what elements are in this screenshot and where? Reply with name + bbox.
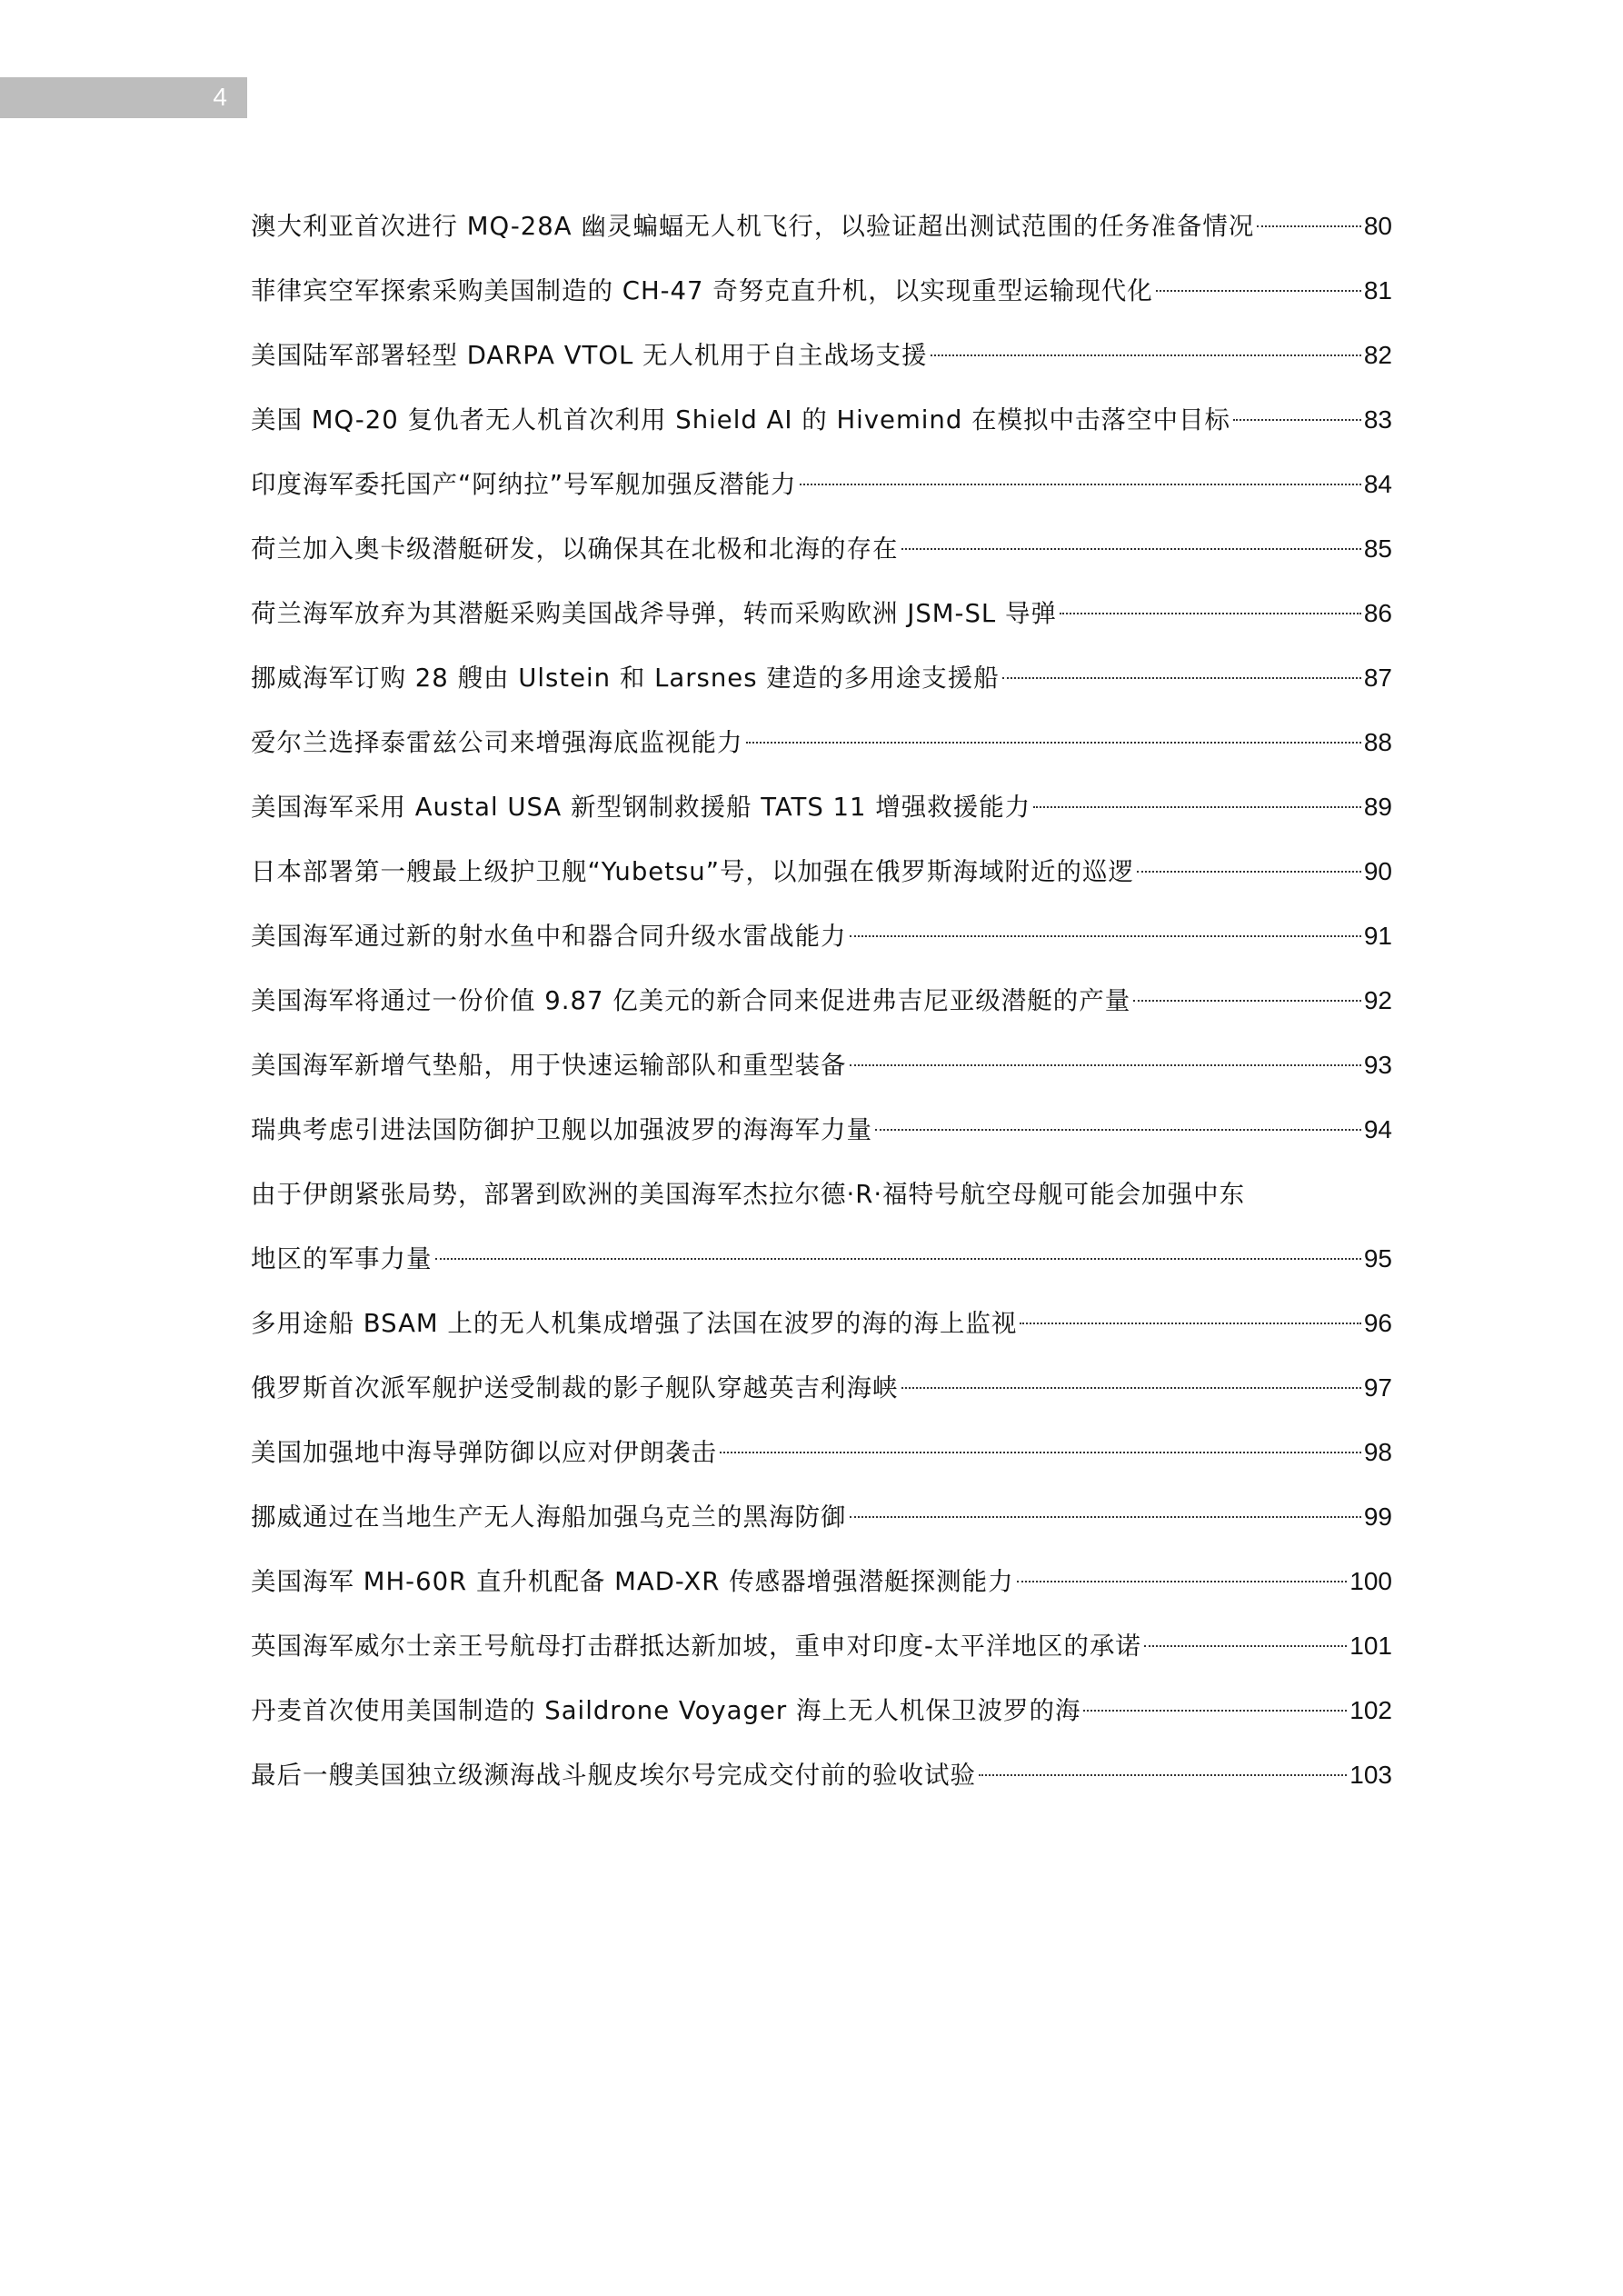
- toc-entry-page: 100: [1349, 1567, 1392, 1595]
- page-number: 4: [213, 83, 227, 111]
- toc-entry-page: 101: [1349, 1632, 1392, 1660]
- toc-entry[interactable]: [251, 333, 1392, 397]
- toc-entry-title-line2: 地区的军事力量: [251, 1244, 433, 1273]
- toc-entry-title: 美国加强地中海导弹防御以应对伊朗袭击: [251, 1438, 717, 1467]
- toc-entry-title: 印度海军委托国产“阿纳拉”号军舰加强反潜能力: [251, 470, 797, 499]
- dot-leader: [1020, 1323, 1360, 1324]
- toc-entry-title: 最后一艘美国独立级濒海战斗舰皮埃尔号完成交付前的验收试验: [251, 1761, 976, 1790]
- toc-entry[interactable]: [251, 655, 1392, 720]
- toc-entry-title: 澳大利亚首次进行 MQ-28A 幽灵蝙蝠无人机飞行，以验证超出测试范围的任务准备情况: [251, 212, 1255, 241]
- toc-entry[interactable]: [251, 978, 1392, 1043]
- toc-entry[interactable]: [251, 784, 1392, 849]
- toc-entry[interactable]: [251, 591, 1392, 655]
- toc-entry-page: 103: [1349, 1761, 1392, 1789]
- toc-entry-title: 菲律宾空军探索采购美国制造的 CH-47 奇努克直升机，以实现重型运输现代化: [251, 276, 1153, 305]
- toc-entry-title: 美国海军采用 Austal USA 新型钢制救援船 TATS 11 增强救援能力: [251, 793, 1031, 822]
- toc-entry-page: 98: [1363, 1438, 1392, 1466]
- toc-entry[interactable]: [251, 1172, 1392, 1301]
- toc-entry-title: 爱尔兰选择泰雷兹公司来增强海底监视能力: [251, 728, 743, 757]
- toc-entry[interactable]: [251, 268, 1392, 333]
- dot-leader: [1033, 806, 1361, 808]
- toc-entry[interactable]: [251, 1430, 1392, 1494]
- toc-entry-page: 94: [1363, 1115, 1392, 1143]
- toc-entry-title: 挪威海军订购 28 艘由 Ulstein 和 Larsnes 建造的多用途支援船: [251, 664, 1000, 693]
- toc-entry[interactable]: [251, 1494, 1392, 1559]
- toc-entry[interactable]: [251, 1752, 1392, 1817]
- toc-entry-page: 86: [1363, 599, 1392, 627]
- toc-entry-title: 美国海军将通过一份价值 9.87 亿美元的新合同来促进弗吉尼亚级潜艇的产量: [251, 986, 1131, 1015]
- toc-entry-title-line1: 由于伊朗紧张局势，部署到欧洲的美国海军杰拉尔德·R·福特号航空母舰可能会加强中东: [251, 1180, 1246, 1209]
- dot-leader: [931, 354, 1361, 356]
- dot-leader: [746, 742, 1361, 744]
- dot-leader: [1002, 677, 1361, 679]
- toc-entry[interactable]: [251, 913, 1392, 978]
- dot-leader: [850, 1064, 1361, 1066]
- toc-entry-title: 丹麦首次使用美国制造的 Saildrone Voyager 海上无人机保卫波罗的海: [251, 1696, 1081, 1725]
- toc-entry[interactable]: [251, 1107, 1392, 1172]
- toc-entry-page: 91: [1363, 922, 1392, 950]
- dot-leader: [850, 935, 1361, 937]
- dot-leader: [979, 1774, 1347, 1776]
- dot-leader: [720, 1452, 1361, 1453]
- toc-entry[interactable]: [251, 526, 1392, 591]
- toc-entry[interactable]: [251, 1365, 1392, 1430]
- dot-leader: [1083, 1710, 1347, 1712]
- toc-entry-page: 95: [1363, 1244, 1392, 1273]
- toc-entry[interactable]: [251, 397, 1392, 462]
- dot-leader: [1060, 613, 1361, 614]
- toc-entry-page: 80: [1363, 212, 1392, 240]
- toc-entry-title: 英国海军威尔士亲王号航母打击群抵达新加坡，重申对印度-太平洋地区的承诺: [251, 1632, 1141, 1661]
- toc-entry-page: 81: [1363, 276, 1392, 304]
- toc-entry-title: 瑞典考虑引进法国防御护卫舰以加强波罗的海海军力量: [251, 1115, 872, 1144]
- dot-leader: [901, 1387, 1361, 1389]
- toc-entry[interactable]: [251, 462, 1392, 526]
- toc-entry-page: 84: [1363, 470, 1392, 498]
- dot-leader: [875, 1129, 1361, 1131]
- toc-entry-title: 美国海军新增气垫船，用于快速运输部队和重型装备: [251, 1051, 847, 1080]
- dot-leader: [1137, 871, 1361, 873]
- dot-leader: [800, 484, 1361, 485]
- toc-entry-page: 85: [1363, 534, 1392, 563]
- toc-entry[interactable]: [251, 849, 1392, 913]
- toc-entry[interactable]: [251, 1043, 1392, 1107]
- table-of-contents: [251, 204, 1392, 1817]
- toc-entry-page: 102: [1349, 1696, 1392, 1724]
- dot-leader: [901, 548, 1361, 550]
- toc-entry-page: 93: [1363, 1051, 1392, 1079]
- toc-entry-title: 美国 MQ-20 复仇者无人机首次利用 Shield AI 的 Hivemind 在模拟中击落空中目标: [251, 405, 1231, 434]
- toc-entry-page: 92: [1363, 986, 1392, 1014]
- dot-leader: [1156, 290, 1361, 292]
- page-number-tab: [0, 77, 247, 118]
- toc-entry[interactable]: [251, 1623, 1392, 1688]
- toc-entry-title: 日本部署第一艘最上级护卫舰“Yubetsu”号，以加强在俄罗斯海域附近的巡逻: [251, 857, 1134, 886]
- toc-entry-title: 俄罗斯首次派军舰护送受制裁的影子舰队穿越英吉利海峡: [251, 1373, 899, 1403]
- toc-entry[interactable]: [251, 1301, 1392, 1365]
- toc-entry-page: 99: [1363, 1502, 1392, 1531]
- toc-entry[interactable]: [251, 720, 1392, 784]
- toc-entry[interactable]: [251, 204, 1392, 268]
- toc-entry-title: 美国陆军部署轻型 DARPA VTOL 无人机用于自主战场支援: [251, 341, 928, 370]
- dot-leader: [1144, 1645, 1347, 1647]
- toc-entry[interactable]: [251, 1688, 1392, 1752]
- dot-leader: [1017, 1581, 1348, 1582]
- toc-entry-page: 89: [1363, 793, 1392, 821]
- toc-entry-line2: [251, 1236, 1392, 1301]
- toc-entry-title: 美国海军通过新的射水鱼中和器合同升级水雷战能力: [251, 922, 847, 951]
- toc-entry-page: 88: [1363, 728, 1392, 756]
- toc-entry-title: 荷兰海军放弃为其潜艇采购美国战斧导弹，转而采购欧洲 JSM-SL 导弹: [251, 599, 1057, 628]
- toc-entry-title: 荷兰加入奥卡级潜艇研发，以确保其在北极和北海的存在: [251, 534, 899, 564]
- toc-entry-page: 97: [1363, 1373, 1392, 1402]
- dot-leader: [435, 1258, 1361, 1260]
- dot-leader: [1233, 419, 1361, 421]
- toc-entry-title: 多用途船 BSAM 上的无人机集成增强了法国在波罗的海的海上监视: [251, 1309, 1018, 1338]
- toc-entry-page: 83: [1363, 405, 1392, 434]
- toc-entry[interactable]: [251, 1559, 1392, 1623]
- toc-entry-title: 挪威通过在当地生产无人海船加强乌克兰的黑海防御: [251, 1502, 847, 1532]
- toc-entry-page: 96: [1363, 1309, 1392, 1337]
- toc-entry-page: 87: [1363, 664, 1392, 692]
- dot-leader: [1257, 225, 1360, 227]
- toc-entry-page: 82: [1363, 341, 1392, 369]
- toc-entry-title: 美国海军 MH-60R 直升机配备 MAD-XR 传感器增强潜艇探测能力: [251, 1567, 1014, 1596]
- toc-entry-page: 90: [1363, 857, 1392, 885]
- dot-leader: [850, 1516, 1361, 1518]
- dot-leader: [1133, 1000, 1361, 1002]
